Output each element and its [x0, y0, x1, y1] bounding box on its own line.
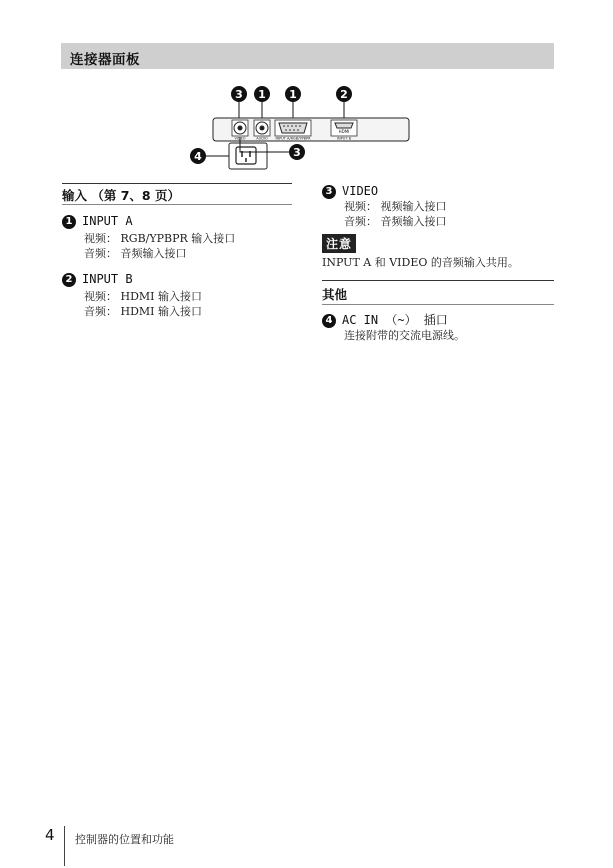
ac-in-socket [229, 143, 267, 169]
callout-2-input-b [336, 86, 352, 118]
ac-in-label: AC IN （~） 插口 [342, 313, 448, 327]
video-audio-line: 音频： 音频输入接口 [344, 215, 447, 228]
svg-text:1: 1 [258, 88, 266, 101]
footer-chapter-title: 控制器的位置和功能 [75, 833, 174, 846]
input-a-port [275, 120, 311, 141]
input-heading: 输入 （第 7、8 页） [62, 188, 180, 203]
badge-4: 4 [322, 314, 336, 328]
callout-3-top [231, 86, 247, 118]
video-video-line: 视频： 视频输入接口 [344, 200, 447, 213]
note-tag: 注意 [322, 234, 356, 253]
item-video-title [322, 184, 378, 199]
svg-text:AUDIO: AUDIO [256, 136, 268, 141]
input-a-audio-line: 音频： 音频输入接口 [84, 247, 187, 260]
badge-3: 3 [322, 185, 336, 199]
input-b-label: INPUT B [82, 272, 133, 286]
callout-1-audio [254, 86, 270, 118]
note-text: INPUT A 和 VIDEO 的音频输入共用。 [322, 256, 519, 269]
svg-text:1: 1 [289, 88, 297, 101]
section-title: 连接器面板 [70, 52, 140, 68]
input-a-label: INPUT A [82, 214, 133, 228]
connector-panel-diagram [180, 84, 420, 176]
input-a-video-line: 视频： RGB/YPBPR 输入接口 [84, 232, 236, 245]
item-ac-in-title [322, 311, 448, 328]
svg-text:INPUT A/RGB/YPBPR: INPUT A/RGB/YPBPR [275, 136, 311, 141]
other-heading: 其他 [322, 287, 348, 302]
svg-text:VIDEO: VIDEO [234, 136, 246, 141]
footer-divider [64, 826, 65, 866]
other-heading-rule [322, 304, 554, 305]
badge-2: 2 [62, 273, 76, 287]
left-top-rule [62, 183, 292, 184]
left-heading-rule [62, 204, 292, 205]
svg-text:HDMI: HDMI [338, 129, 350, 134]
svg-text:4: 4 [194, 150, 202, 163]
video-label: VIDEO [342, 184, 379, 198]
audio-port [254, 120, 270, 141]
page-number: 4 [45, 826, 55, 844]
svg-text:INPUT B: INPUT B [337, 136, 351, 141]
badge-1: 1 [62, 215, 76, 229]
ac-in-line: 连接附带的交流电源线。 [344, 329, 465, 342]
right-rule [322, 280, 554, 281]
item-input-a-title [62, 214, 133, 229]
svg-text:3: 3 [293, 146, 301, 159]
item-input-b-title [62, 272, 133, 287]
svg-text:2: 2 [340, 88, 348, 101]
svg-text:3: 3 [235, 88, 243, 101]
input-b-video-line: 视频： HDMI 输入接口 [84, 290, 203, 303]
input-b-audio-line: 音频： HDMI 输入接口 [84, 305, 203, 318]
callout-1-input-a [285, 86, 301, 118]
callout-4 [190, 148, 229, 164]
